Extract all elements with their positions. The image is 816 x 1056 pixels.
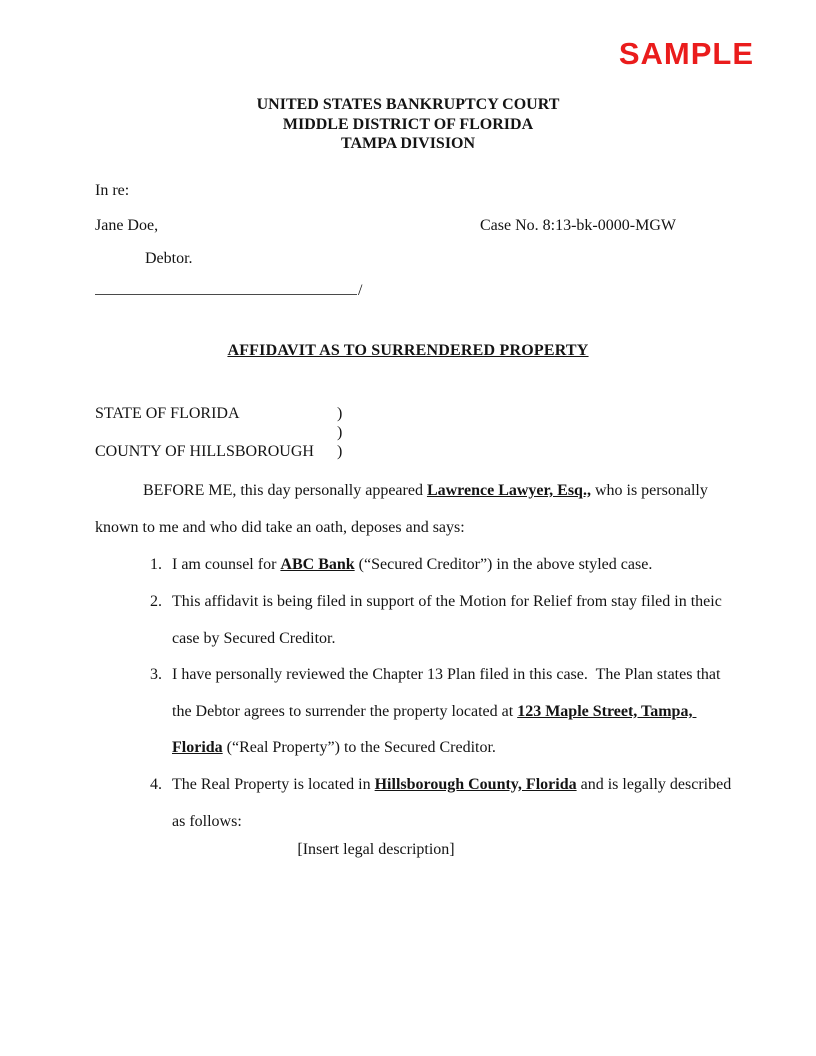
venue-paren: )	[337, 405, 343, 422]
signature-rule	[95, 277, 357, 295]
debtor-name: Jane Doe,	[95, 217, 159, 234]
item-text: I have personally reviewed the Chapter 13 Plan filed in this case. The Plan states that the Debtor agrees to surrender the property located at 123 Maple Street, Tampa, Florida (“Real Property”) to the Secured Creditor.	[172, 666, 725, 757]
list-item-1	[95, 547, 743, 584]
court-district: MIDDLE DISTRICT OF FLORIDA	[282, 115, 534, 133]
item-text: I am counsel for ABC Bank (“Secured Creditor”) in the above styled case.	[172, 556, 653, 573]
court-header	[0, 95, 816, 154]
document-title: AFFIDAVIT AS TO SURRENDERED PROPERTY	[227, 342, 589, 359]
legal-description-placeholder: [Insert legal description]	[297, 841, 455, 858]
caption-signature-line	[95, 277, 362, 300]
caption-name-row	[95, 217, 745, 235]
court-division: TAMPA DIVISION	[340, 135, 476, 153]
item-number: 2.	[150, 593, 162, 610]
item-text: This affidavit is being filed in support of the Motion for Relief from stay filed in theic case by Secured Creditor.	[172, 593, 726, 647]
item-number: 1.	[150, 556, 162, 573]
venue-county: COUNTY OF HILLSBOROUGH	[95, 442, 314, 460]
venue-state-row	[95, 405, 495, 424]
intro-paragraph: BEFORE ME, this day personally appeared Lawrence Lawyer, Esq., who is personally known to me and who did take an oath, deposes and says:	[95, 482, 712, 536]
list-item-3	[95, 657, 743, 767]
item-number: 3.	[150, 666, 162, 683]
item-number: 4.	[150, 776, 162, 793]
venue-county-row	[95, 443, 495, 462]
list-item-2	[95, 584, 743, 657]
debtor-label: Debtor.	[145, 250, 193, 267]
signature-slash: /	[358, 282, 363, 299]
venue-paren: )	[337, 442, 343, 460]
venue-block	[95, 405, 495, 462]
venue-state: STATE OF FLORIDA	[95, 405, 240, 422]
court-name: UNITED STATES BANKRUPTCY COURT	[256, 96, 560, 113]
venue-middle-row	[95, 424, 495, 443]
list-item-4	[95, 767, 743, 840]
venue-paren: )	[337, 423, 343, 441]
item-text: The Real Property is located in Hillsborough County, Florida and is legally described as follows:	[172, 776, 736, 830]
case-number: Case No. 8:13-bk-0000-MGW	[480, 217, 676, 234]
sample-stamp: SAMPLE	[618, 36, 754, 71]
in-re-label: In re:	[95, 182, 130, 199]
